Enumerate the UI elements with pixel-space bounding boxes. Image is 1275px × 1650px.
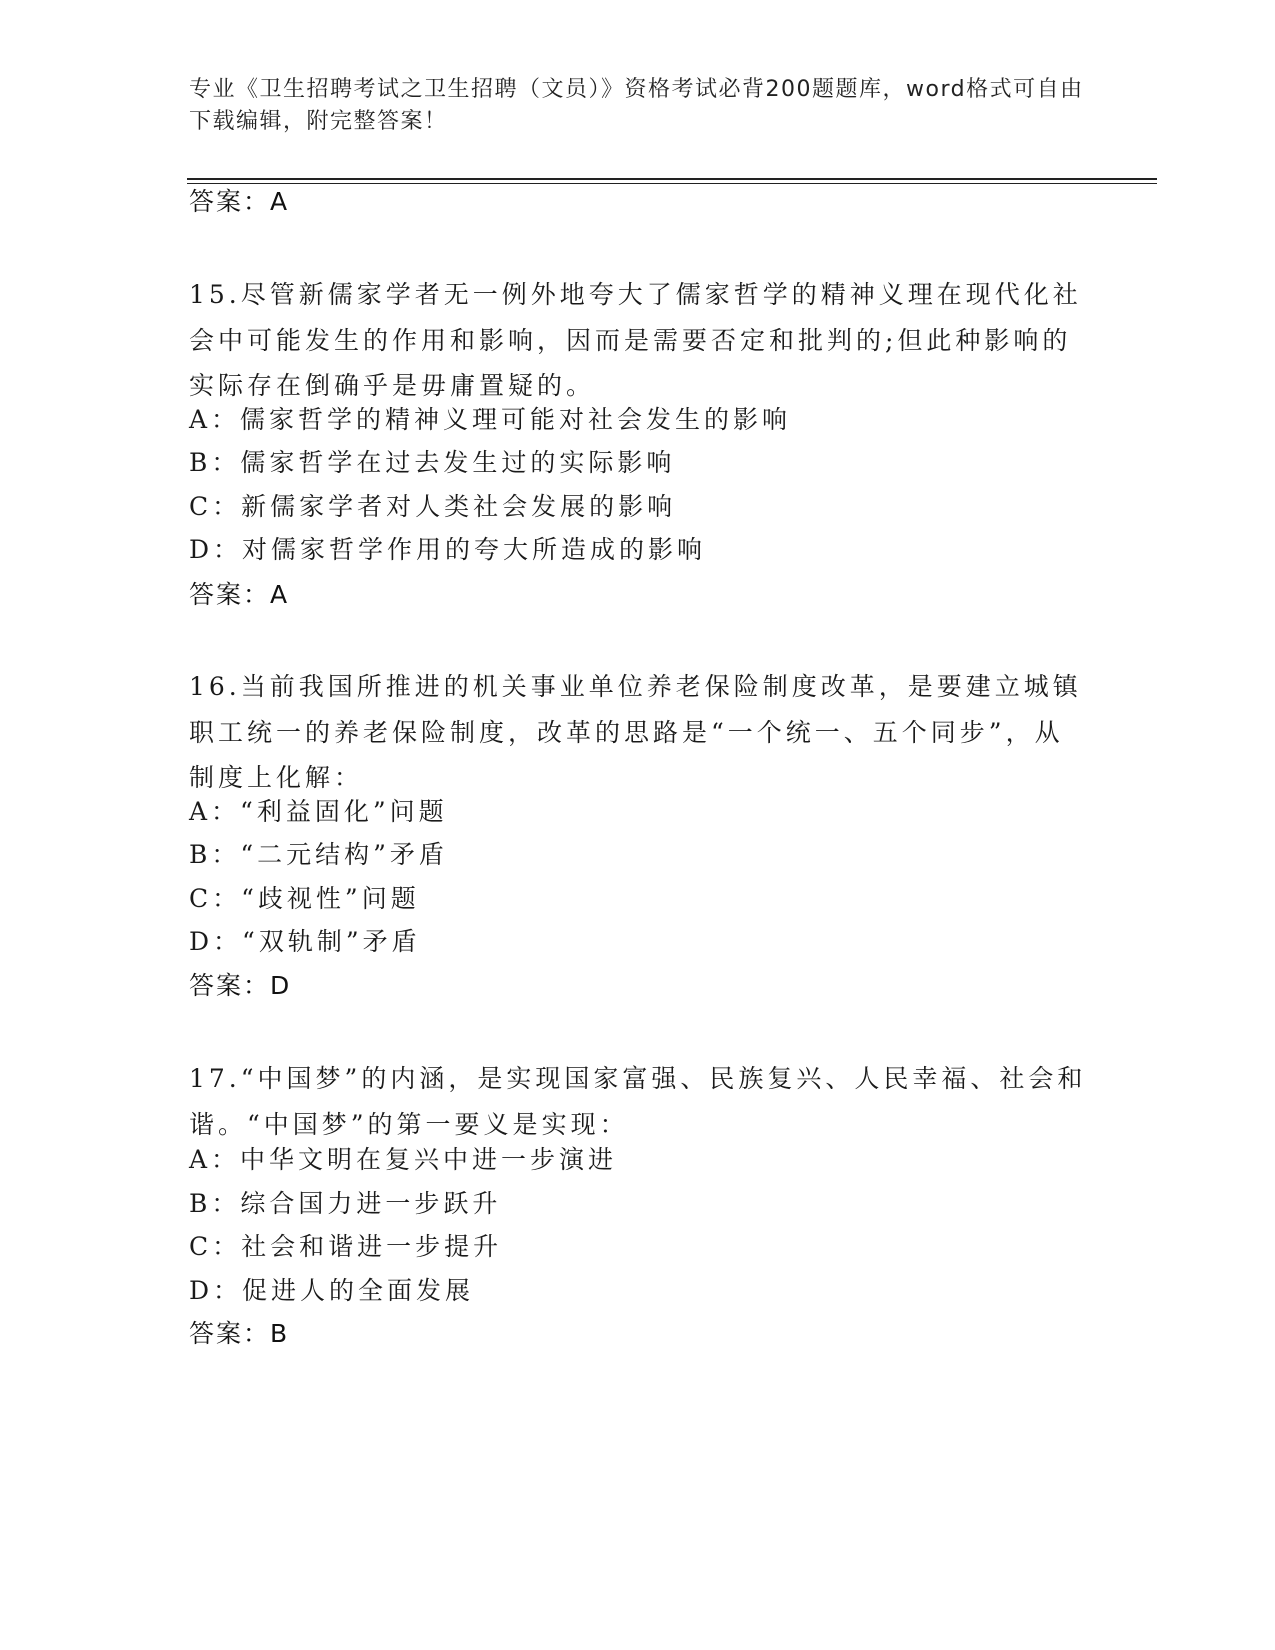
option-c: C：新儒家学者对人类社会发展的影响 [189, 492, 677, 521]
answer-label: 答案：D [189, 971, 292, 1000]
option-a: A：中华文明在复兴中进一步演进 [189, 1145, 618, 1174]
answer-label: 答案：A [189, 580, 290, 609]
option-d: D：对儒家哲学作用的夸大所造成的影响 [189, 535, 707, 564]
option-b: B：儒家哲学在过去发生过的实际影响 [189, 448, 676, 477]
option-a: A：“利益固化”问题 [189, 797, 448, 826]
option-c: C：社会和谐进一步提升 [189, 1232, 503, 1261]
answer-label: 答案：A [189, 187, 290, 216]
question-stem: 15.尽管新儒家学者无一例外地夸大了儒家哲学的精神义理在现代化社会中可能发生的作用和影响，因而是需要否定和批判的;但此种影响的实际存在倒确乎是毋庸置疑的。 [189, 280, 1082, 400]
header-divider-thin [187, 183, 1157, 184]
question-stem: 16.当前我国所推进的机关事业单位养老保险制度改革，是要建立城镇职工统一的养老保险制度，改革的思路是“一个统一、五个同步”，从制度上化解： [189, 672, 1082, 792]
question-stem: 17.“中国梦”的内涵，是实现国家富强、民族复兴、人民幸福、社会和谐。“中国梦”的第一要义是实现： [189, 1064, 1087, 1139]
option-a: A：儒家哲学的精神义理可能对社会发生的影响 [189, 405, 792, 434]
header-divider [187, 178, 1157, 180]
option-d: D：促进人的全面发展 [189, 1276, 475, 1305]
option-d: D：“双轨制”矛盾 [189, 927, 421, 956]
option-c: C：“歧视性”问题 [189, 884, 420, 913]
document-header: 专业《卫生招聘考试之卫生招聘（文员）》资格考试必背200题题库，word格式可自由下载编辑，附完整答案！ [189, 77, 1084, 134]
answer-label: 答案：B [189, 1319, 290, 1348]
option-b: B：“二元结构”矛盾 [189, 840, 448, 869]
option-b: B：综合国力进一步跃升 [189, 1189, 502, 1218]
